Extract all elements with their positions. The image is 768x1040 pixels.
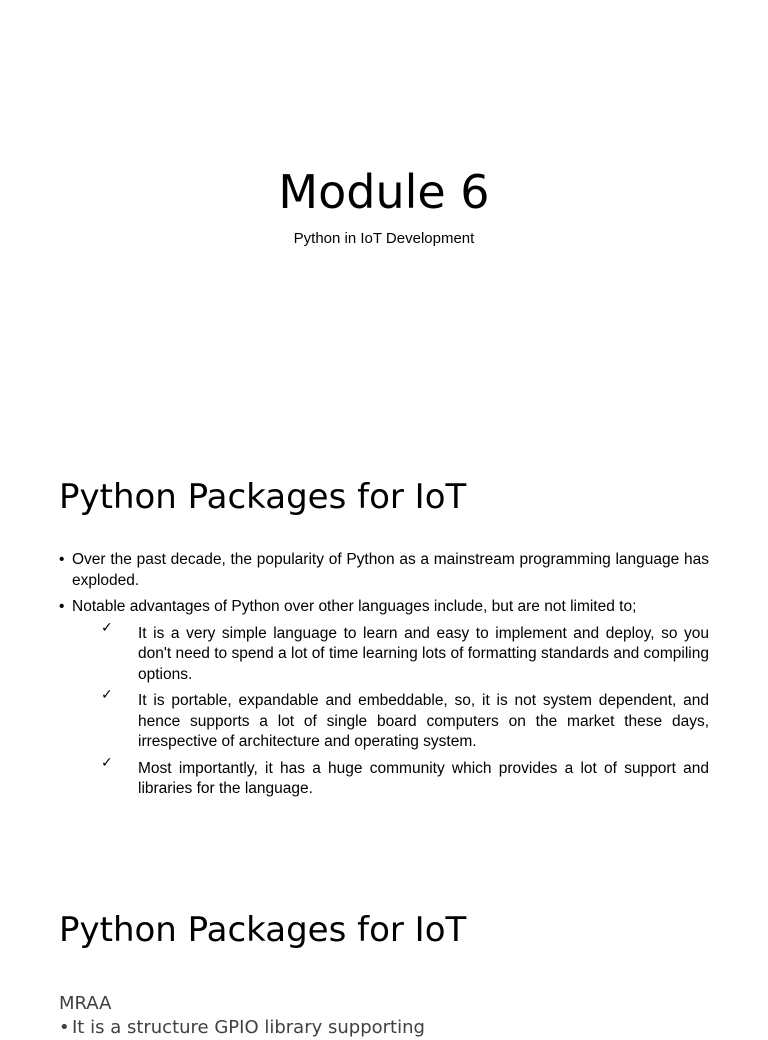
check-text: Most importantly, it has a huge community which provides a lot of support and libraries for the language. xyxy=(138,759,709,797)
bullet-text: Notable advantages of Python over other languages include, but are not limited to; xyxy=(72,598,637,615)
bullet-item xyxy=(59,597,709,618)
check-text: It is portable, expandable and embeddable, so, it is not system dependent, and hence supports a lot of single board computers on the market these days, irrespective of architecture and operating system. xyxy=(138,692,709,750)
slide-1-title: Module 6 xyxy=(278,165,490,219)
check-icon: ✓ xyxy=(101,687,113,703)
slide-3-subheading: MRAA xyxy=(59,993,112,1014)
bullet-marker: • xyxy=(59,551,65,568)
bullet-item xyxy=(59,1016,709,1040)
check-text: It is a very simple language to learn and easy to implement and deploy, so you don't need to spend a lot of time learning lots of formatting standards and compiling options. xyxy=(138,624,709,683)
slide-3-body xyxy=(59,1016,709,1040)
bullet-text: It is a structure GPIO library supporting xyxy=(72,1017,425,1038)
bullet-marker: • xyxy=(59,598,65,615)
slide-2-title: Python Packages for IoT xyxy=(59,477,467,517)
bullet-item xyxy=(59,550,709,591)
slide-1-subtitle: Python in IoT Development xyxy=(293,230,475,247)
slide-2-body xyxy=(59,550,709,800)
check-icon: ✓ xyxy=(101,754,113,771)
check-item xyxy=(101,687,709,753)
check-list xyxy=(59,619,709,800)
check-item xyxy=(101,619,709,686)
check-item xyxy=(101,754,709,800)
slide-3-title: Python Packages for IoT xyxy=(59,910,467,950)
check-icon: ✓ xyxy=(101,619,113,636)
bullet-text: Over the past decade, the popularity of Python as a mainstream programming language has exploded. xyxy=(72,551,709,589)
bullet-marker: • xyxy=(59,1017,70,1038)
